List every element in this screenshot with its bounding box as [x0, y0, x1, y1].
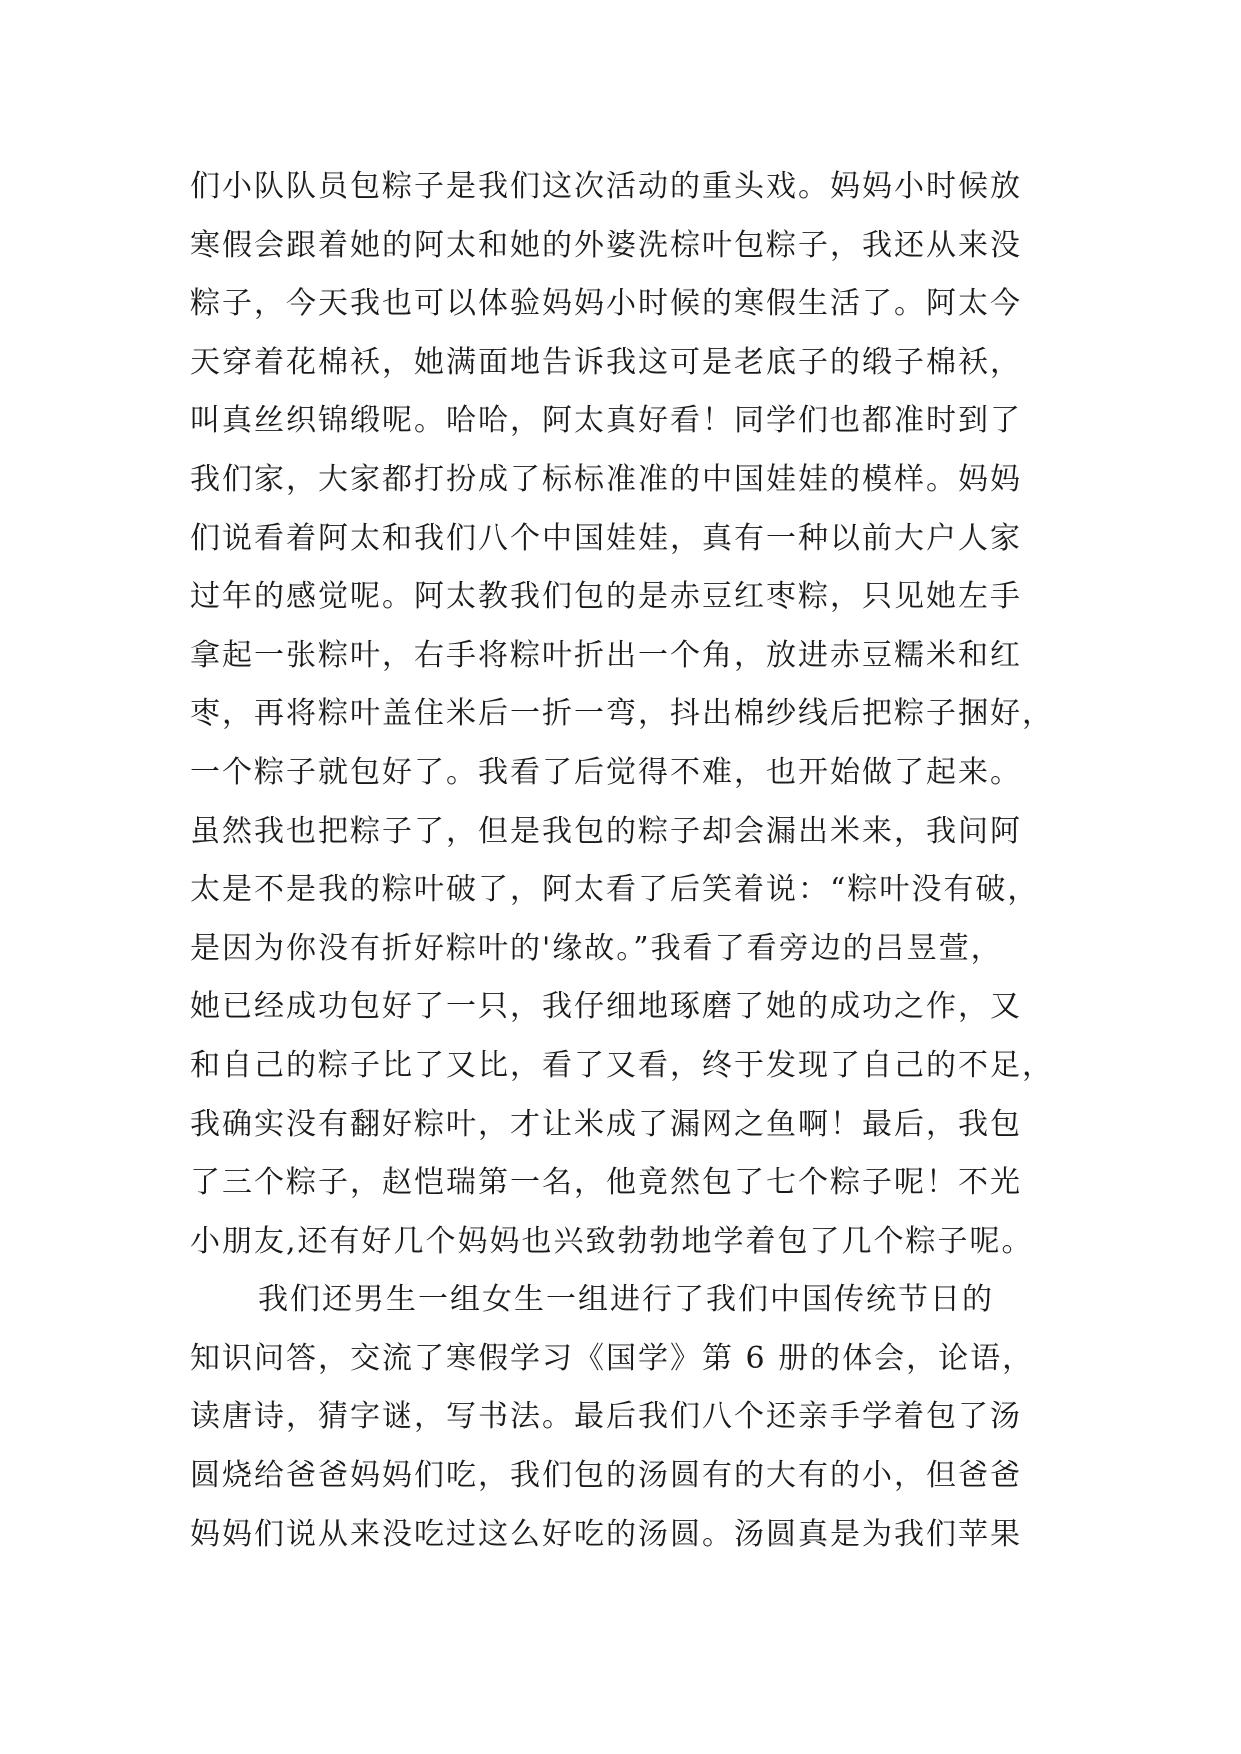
text-line: 小朋友,还有好几个妈妈也兴致勃勃地学着包了几个粽子呢。: [190, 1223, 1034, 1259]
text-line: 们说看着阿太和我们八个中国娃娃，真有一种以前大户人家: [190, 520, 1022, 556]
text-line: 知识问答，交流了寒假学习《国学》第 6 册的体会，论语，: [190, 1340, 1035, 1376]
text-line: 我们家，大家都打扮成了标标准准的中国娃娃的模样。妈妈: [190, 461, 1022, 497]
text-line: 太是不是我的粽叶破了，阿太看了后笑着说：“粽叶没有破，: [190, 872, 1040, 908]
text-line: 妈妈们说从来没吃过这么好吃的汤圆。汤圆真是为我们苹果: [190, 1516, 1022, 1552]
text-line: 寒假会跟着她的阿太和她的外婆洗棕叶包粽子，我还从来没: [190, 227, 1022, 263]
text-line: 们小队队员包粽子是我们这次活动的重头戏。妈妈小时候放: [190, 169, 1022, 204]
text-line: 我确实没有翻好粽叶，才让米成了漏网之鱼啊！最后，我包: [190, 1106, 1022, 1142]
text-line: 读唐诗，猜字谜，写书法。最后我们八个还亲手学着包了汤: [190, 1399, 1022, 1435]
text-line: 粽子，今天我也可以体验妈妈小时候的寒假生活了。阿太今: [190, 286, 1022, 322]
text-line: 天穿着花棉袄，她满面地告诉我这可是老底子的缎子棉袄，: [190, 344, 1022, 380]
text-line: 枣，再将粽叶盖住米后一折一弯，抖出棉纱线后把粽子捆好，: [190, 696, 1054, 732]
text-line: 她已经成功包好了一只，我仔细地琢磨了她的成功之作，又: [190, 989, 1022, 1025]
text-line: 虽然我也把粽子了，但是我包的粽子却会漏出米来，我问阿: [190, 813, 1022, 849]
text-line: 和自己的粽子比了又比，看了又看，终于发现了自己的不足，: [190, 1047, 1054, 1083]
text-line: 是因为你没有折好粽叶的'缘故。”我看了看旁边的吕昱萱，: [190, 930, 1003, 966]
text-line: 了三个粽子，赵恺瑞第一名，他竟然包了七个粽子呢！不光: [190, 1165, 1022, 1201]
document-body: [190, 158, 1054, 1564]
text-line: 拿起一张粽叶，右手将粽叶折出一个角，放进赤豆糯米和红: [190, 637, 1022, 673]
paragraph-start-line: 我们还男生一组女生一组进行了我们中国传统节日的: [258, 1282, 994, 1318]
text-line: 一个粽子就包好了。我看了后觉得不难，也开始做了起来。: [190, 754, 1022, 790]
text-line: 过年的感觉呢。阿太教我们包的是赤豆红枣粽，只见她左手: [190, 579, 1022, 615]
text-line: 叫真丝织锦缎呢。哈哈，阿太真好看！同学们也都准时到了: [190, 403, 1022, 439]
text-line: 圆烧给爸爸妈妈们吃，我们包的汤圆有的大有的小，但爸爸: [190, 1458, 1022, 1494]
